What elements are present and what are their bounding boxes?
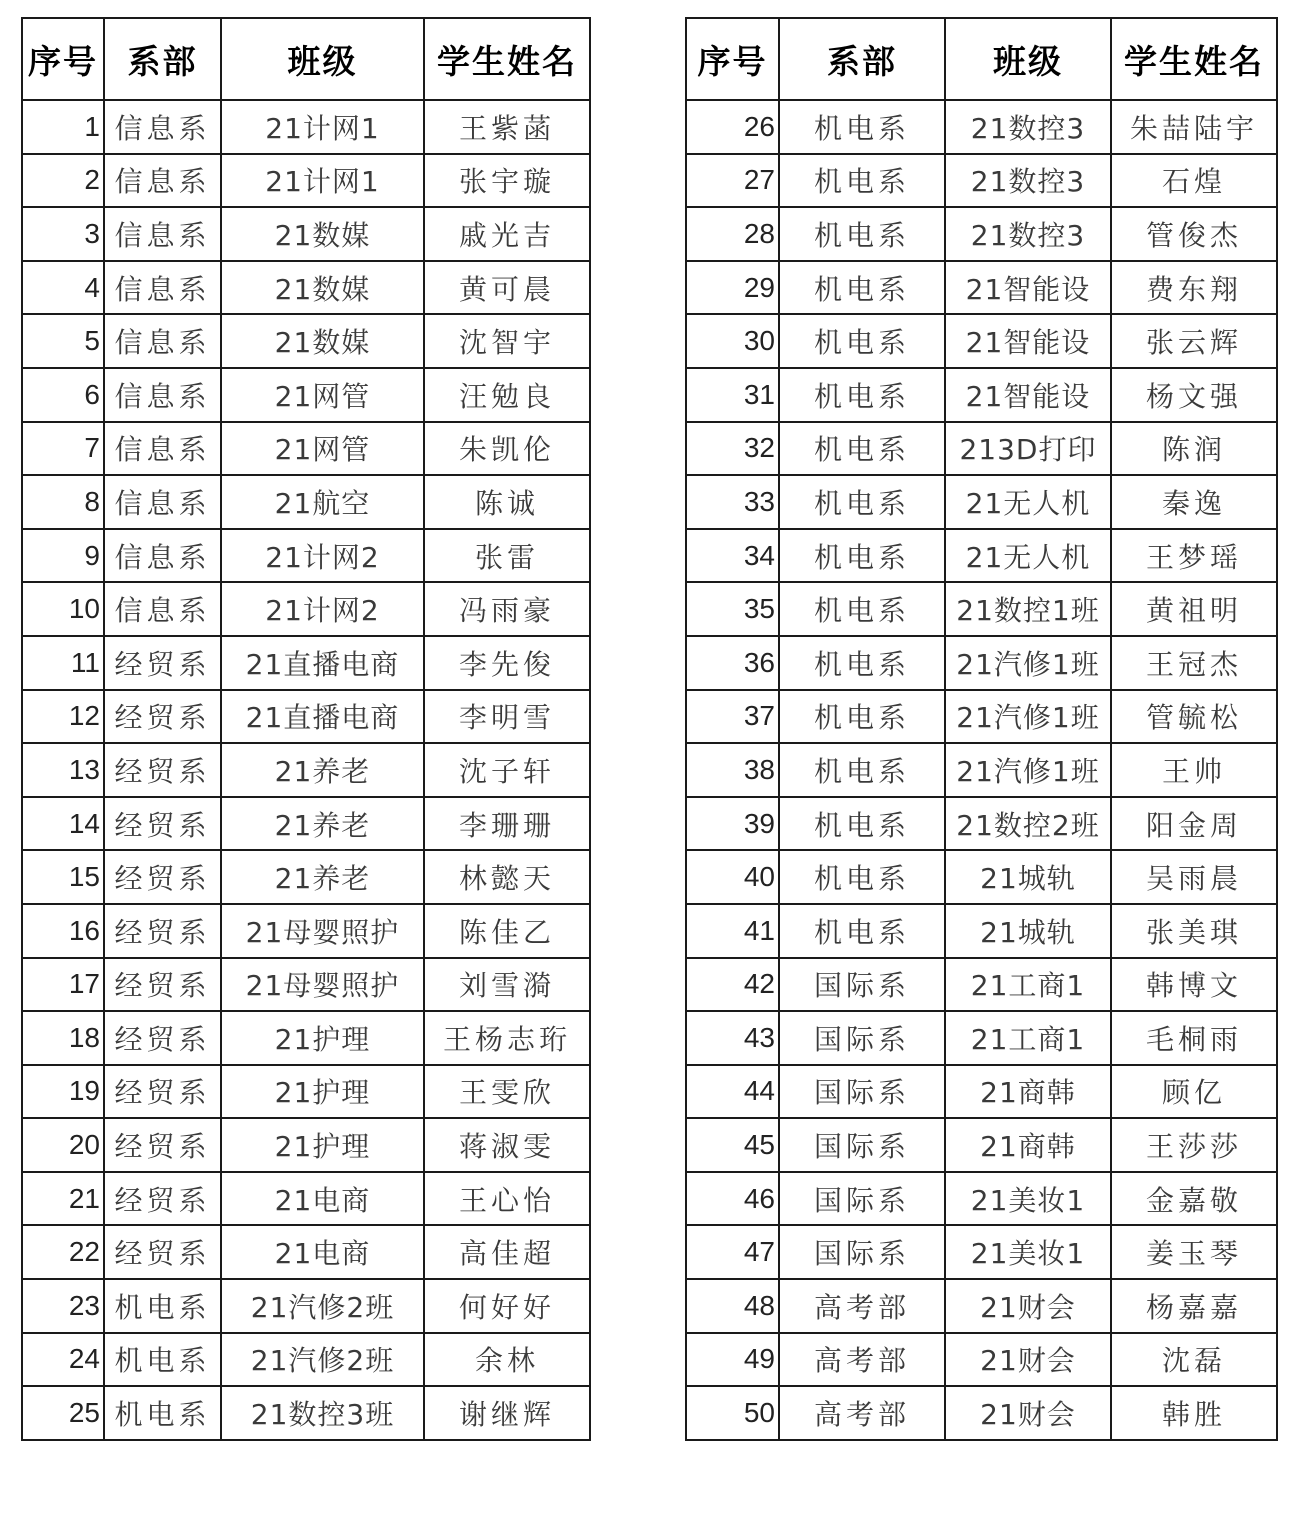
table-row (686, 1172, 1277, 1226)
cell-name: 陈佳乙 (424, 904, 590, 958)
header-dept: 系部 (104, 18, 221, 100)
cell-class: 21汽修2班 (221, 1333, 424, 1387)
cell-class: 21数媒 (221, 314, 424, 368)
cell-class: 21汽修2班 (221, 1279, 424, 1333)
cell-name: 管俊杰 (1111, 207, 1277, 261)
cell-name: 黄可晨 (424, 261, 590, 315)
cell-name: 李先俊 (424, 636, 590, 690)
table-row (22, 797, 590, 851)
cell-seq: 20 (22, 1118, 104, 1172)
header-seq: 序号 (22, 18, 104, 100)
cell-dept: 信息系 (104, 582, 221, 636)
cell-class: 21电商 (221, 1172, 424, 1226)
cell-name: 刘雪漪 (424, 958, 590, 1012)
cell-seq: 37 (686, 690, 779, 744)
table-row (686, 154, 1277, 208)
cell-class: 21母婴照护 (221, 904, 424, 958)
cell-class: 21直播电商 (221, 690, 424, 744)
cell-dept: 机电系 (779, 850, 945, 904)
cell-dept: 国际系 (779, 1118, 945, 1172)
cell-seq: 14 (22, 797, 104, 851)
cell-name: 高佳超 (424, 1225, 590, 1279)
cell-name: 沈子轩 (424, 743, 590, 797)
cell-seq: 38 (686, 743, 779, 797)
cell-seq: 13 (22, 743, 104, 797)
cell-seq: 35 (686, 582, 779, 636)
table-row (22, 582, 590, 636)
cell-name: 韩博文 (1111, 958, 1277, 1012)
cell-class: 21工商1 (945, 1011, 1111, 1065)
cell-name: 冯雨豪 (424, 582, 590, 636)
cell-dept: 机电系 (779, 100, 945, 154)
cell-seq: 24 (22, 1333, 104, 1387)
cell-class: 21数控3 (945, 154, 1111, 208)
cell-class: 21无人机 (945, 529, 1111, 583)
table-row (686, 1333, 1277, 1387)
cell-seq: 43 (686, 1011, 779, 1065)
table-row (22, 636, 590, 690)
cell-dept: 信息系 (104, 529, 221, 583)
cell-dept: 国际系 (779, 958, 945, 1012)
cell-seq: 36 (686, 636, 779, 690)
header-class: 班级 (945, 18, 1111, 100)
cell-name: 林懿天 (424, 850, 590, 904)
cell-dept: 国际系 (779, 1225, 945, 1279)
cell-name: 管毓松 (1111, 690, 1277, 744)
cell-class: 21数控2班 (945, 797, 1111, 851)
table-row (686, 1225, 1277, 1279)
cell-class: 21城轨 (945, 904, 1111, 958)
cell-seq: 32 (686, 422, 779, 476)
table-row (22, 368, 590, 422)
cell-class: 21养老 (221, 797, 424, 851)
cell-name: 王雯欣 (424, 1065, 590, 1119)
cell-dept: 高考部 (779, 1279, 945, 1333)
cell-name: 阳金周 (1111, 797, 1277, 851)
header-class: 班级 (221, 18, 424, 100)
table-row (686, 368, 1277, 422)
cell-dept: 高考部 (779, 1386, 945, 1440)
cell-name: 沈智宇 (424, 314, 590, 368)
cell-dept: 经贸系 (104, 797, 221, 851)
cell-dept: 机电系 (104, 1333, 221, 1387)
cell-seq: 5 (22, 314, 104, 368)
cell-dept: 信息系 (104, 261, 221, 315)
cell-class: 21护理 (221, 1065, 424, 1119)
cell-class: 21财会 (945, 1279, 1111, 1333)
cell-seq: 44 (686, 1065, 779, 1119)
table-row (22, 1118, 590, 1172)
cell-dept: 经贸系 (104, 690, 221, 744)
table-row (686, 422, 1277, 476)
cell-name: 王帅 (1111, 743, 1277, 797)
cell-seq: 2 (22, 154, 104, 208)
cell-class: 21网管 (221, 422, 424, 476)
cell-seq: 39 (686, 797, 779, 851)
cell-dept: 信息系 (104, 475, 221, 529)
table-row (686, 261, 1277, 315)
cell-seq: 29 (686, 261, 779, 315)
cell-name: 王杨志珩 (424, 1011, 590, 1065)
cell-name: 王莎莎 (1111, 1118, 1277, 1172)
cell-class: 21计网2 (221, 529, 424, 583)
cell-seq: 47 (686, 1225, 779, 1279)
table-row (686, 1118, 1277, 1172)
table-row (686, 743, 1277, 797)
cell-name: 费东翔 (1111, 261, 1277, 315)
cell-seq: 50 (686, 1386, 779, 1440)
table-row (22, 1172, 590, 1226)
cell-name: 石煌 (1111, 154, 1277, 208)
cell-dept: 机电系 (779, 636, 945, 690)
cell-name: 顾亿 (1111, 1065, 1277, 1119)
cell-seq: 6 (22, 368, 104, 422)
cell-dept: 机电系 (779, 904, 945, 958)
cell-class: 21无人机 (945, 475, 1111, 529)
table-row (686, 314, 1277, 368)
cell-seq: 49 (686, 1333, 779, 1387)
cell-dept: 信息系 (104, 314, 221, 368)
cell-dept: 经贸系 (104, 958, 221, 1012)
table-row (686, 636, 1277, 690)
cell-name: 秦逸 (1111, 475, 1277, 529)
cell-class: 21城轨 (945, 850, 1111, 904)
cell-name: 张雷 (424, 529, 590, 583)
cell-dept: 机电系 (779, 314, 945, 368)
table-row (686, 904, 1277, 958)
table-row (686, 207, 1277, 261)
table-row (686, 529, 1277, 583)
cell-dept: 高考部 (779, 1333, 945, 1387)
cell-seq: 34 (686, 529, 779, 583)
cell-class: 21计网1 (221, 100, 424, 154)
cell-dept: 国际系 (779, 1011, 945, 1065)
cell-class: 21数控3班 (221, 1386, 424, 1440)
cell-seq: 7 (22, 422, 104, 476)
cell-dept: 经贸系 (104, 1118, 221, 1172)
cell-name: 蒋淑雯 (424, 1118, 590, 1172)
cell-seq: 19 (22, 1065, 104, 1119)
cell-seq: 23 (22, 1279, 104, 1333)
cell-dept: 机电系 (779, 261, 945, 315)
table-row (686, 100, 1277, 154)
cell-seq: 42 (686, 958, 779, 1012)
cell-seq: 15 (22, 850, 104, 904)
cell-name: 余林 (424, 1333, 590, 1387)
student-table-left (21, 17, 591, 1441)
cell-seq: 41 (686, 904, 779, 958)
table-row (686, 475, 1277, 529)
cell-class: 21汽修1班 (945, 636, 1111, 690)
cell-dept: 国际系 (779, 1172, 945, 1226)
cell-seq: 4 (22, 261, 104, 315)
header-name: 学生姓名 (1111, 18, 1277, 100)
student-table-right (685, 17, 1278, 1441)
header-row (22, 18, 590, 100)
cell-dept: 机电系 (779, 797, 945, 851)
cell-dept: 信息系 (104, 422, 221, 476)
cell-name: 张云辉 (1111, 314, 1277, 368)
cell-class: 21养老 (221, 743, 424, 797)
cell-seq: 33 (686, 475, 779, 529)
cell-class: 21美妆1 (945, 1225, 1111, 1279)
cell-class: 213D打印 (945, 422, 1111, 476)
cell-class: 21护理 (221, 1118, 424, 1172)
header-dept: 系部 (779, 18, 945, 100)
cell-name: 李明雪 (424, 690, 590, 744)
table-row (686, 1011, 1277, 1065)
cell-dept: 经贸系 (104, 904, 221, 958)
cell-seq: 16 (22, 904, 104, 958)
table-row (22, 904, 590, 958)
cell-name: 汪勉良 (424, 368, 590, 422)
cell-dept: 机电系 (779, 207, 945, 261)
cell-class: 21美妆1 (945, 1172, 1111, 1226)
table-row (22, 529, 590, 583)
cell-seq: 28 (686, 207, 779, 261)
cell-class: 21直播电商 (221, 636, 424, 690)
table-row (22, 100, 590, 154)
cell-seq: 45 (686, 1118, 779, 1172)
header-row (686, 18, 1277, 100)
table-row (22, 1279, 590, 1333)
cell-seq: 12 (22, 690, 104, 744)
cell-dept: 机电系 (779, 743, 945, 797)
cell-class: 21电商 (221, 1225, 424, 1279)
cell-name: 王梦瑶 (1111, 529, 1277, 583)
table-row (686, 958, 1277, 1012)
cell-class: 21计网1 (221, 154, 424, 208)
cell-dept: 国际系 (779, 1065, 945, 1119)
cell-name: 陈润 (1111, 422, 1277, 476)
cell-seq: 22 (22, 1225, 104, 1279)
cell-dept: 经贸系 (104, 1225, 221, 1279)
cell-class: 21数控1班 (945, 582, 1111, 636)
table-row (22, 1333, 590, 1387)
cell-dept: 机电系 (779, 529, 945, 583)
cell-seq: 48 (686, 1279, 779, 1333)
table-row (22, 261, 590, 315)
cell-dept: 经贸系 (104, 1011, 221, 1065)
cell-class: 21数控3 (945, 100, 1111, 154)
cell-seq: 21 (22, 1172, 104, 1226)
table-row (686, 582, 1277, 636)
cell-dept: 机电系 (779, 582, 945, 636)
cell-name: 王冠杰 (1111, 636, 1277, 690)
table-row (686, 850, 1277, 904)
cell-name: 张美琪 (1111, 904, 1277, 958)
cell-seq: 10 (22, 582, 104, 636)
cell-class: 21智能设 (945, 314, 1111, 368)
cell-class: 21智能设 (945, 261, 1111, 315)
cell-name: 沈磊 (1111, 1333, 1277, 1387)
cell-name: 韩胜 (1111, 1386, 1277, 1440)
cell-name: 姜玉琴 (1111, 1225, 1277, 1279)
cell-name: 杨嘉嘉 (1111, 1279, 1277, 1333)
cell-seq: 26 (686, 100, 779, 154)
cell-name: 张宇璇 (424, 154, 590, 208)
cell-seq: 3 (22, 207, 104, 261)
cell-dept: 信息系 (104, 368, 221, 422)
cell-dept: 经贸系 (104, 743, 221, 797)
cell-name: 何好好 (424, 1279, 590, 1333)
cell-class: 21养老 (221, 850, 424, 904)
cell-dept: 信息系 (104, 154, 221, 208)
header-seq: 序号 (686, 18, 779, 100)
cell-dept: 经贸系 (104, 636, 221, 690)
cell-class: 21工商1 (945, 958, 1111, 1012)
cell-seq: 9 (22, 529, 104, 583)
table-row (22, 1225, 590, 1279)
cell-seq: 1 (22, 100, 104, 154)
cell-dept: 信息系 (104, 100, 221, 154)
cell-name: 金嘉敬 (1111, 1172, 1277, 1226)
table-row (22, 475, 590, 529)
cell-dept: 机电系 (104, 1386, 221, 1440)
cell-class: 21智能设 (945, 368, 1111, 422)
cell-class: 21汽修1班 (945, 743, 1111, 797)
cell-dept: 机电系 (779, 475, 945, 529)
cell-name: 毛桐雨 (1111, 1011, 1277, 1065)
cell-name: 陈诚 (424, 475, 590, 529)
cell-seq: 25 (22, 1386, 104, 1440)
cell-name: 朱喆陆宇 (1111, 100, 1277, 154)
cell-name: 朱凯伦 (424, 422, 590, 476)
cell-name: 黄祖明 (1111, 582, 1277, 636)
cell-dept: 机电系 (779, 422, 945, 476)
table-row (22, 1011, 590, 1065)
cell-class: 21母婴照护 (221, 958, 424, 1012)
table-row (686, 1065, 1277, 1119)
table-row (22, 154, 590, 208)
cell-class: 21数控3 (945, 207, 1111, 261)
table-row (22, 207, 590, 261)
table-row (22, 850, 590, 904)
cell-name: 李珊珊 (424, 797, 590, 851)
cell-class: 21财会 (945, 1386, 1111, 1440)
cell-class: 21计网2 (221, 582, 424, 636)
cell-dept: 经贸系 (104, 1065, 221, 1119)
cell-name: 戚光吉 (424, 207, 590, 261)
table-row (686, 690, 1277, 744)
cell-seq: 27 (686, 154, 779, 208)
cell-class: 21商韩 (945, 1065, 1111, 1119)
cell-class: 21数媒 (221, 261, 424, 315)
table-row (22, 743, 590, 797)
cell-name: 谢继辉 (424, 1386, 590, 1440)
cell-dept: 经贸系 (104, 850, 221, 904)
cell-seq: 17 (22, 958, 104, 1012)
cell-name: 吴雨晨 (1111, 850, 1277, 904)
cell-class: 21商韩 (945, 1118, 1111, 1172)
cell-seq: 8 (22, 475, 104, 529)
cell-seq: 40 (686, 850, 779, 904)
cell-class: 21护理 (221, 1011, 424, 1065)
header-name: 学生姓名 (424, 18, 590, 100)
table-row (22, 690, 590, 744)
table-row (686, 797, 1277, 851)
cell-class: 21数媒 (221, 207, 424, 261)
cell-seq: 11 (22, 636, 104, 690)
table-row (22, 422, 590, 476)
table-row (22, 1065, 590, 1119)
cell-class: 21汽修1班 (945, 690, 1111, 744)
cell-seq: 18 (22, 1011, 104, 1065)
cell-seq: 46 (686, 1172, 779, 1226)
cell-seq: 31 (686, 368, 779, 422)
cell-dept: 机电系 (779, 154, 945, 208)
cell-class: 21航空 (221, 475, 424, 529)
cell-class: 21财会 (945, 1333, 1111, 1387)
cell-dept: 机电系 (779, 368, 945, 422)
cell-dept: 信息系 (104, 207, 221, 261)
cell-name: 王紫菡 (424, 100, 590, 154)
table-row (22, 958, 590, 1012)
cell-dept: 机电系 (104, 1279, 221, 1333)
table-row (686, 1279, 1277, 1333)
table-row (686, 1386, 1277, 1440)
cell-name: 杨文强 (1111, 368, 1277, 422)
cell-class: 21网管 (221, 368, 424, 422)
cell-dept: 经贸系 (104, 1172, 221, 1226)
cell-name: 王心怡 (424, 1172, 590, 1226)
table-row (22, 1386, 590, 1440)
cell-seq: 30 (686, 314, 779, 368)
table-row (22, 314, 590, 368)
cell-dept: 机电系 (779, 690, 945, 744)
